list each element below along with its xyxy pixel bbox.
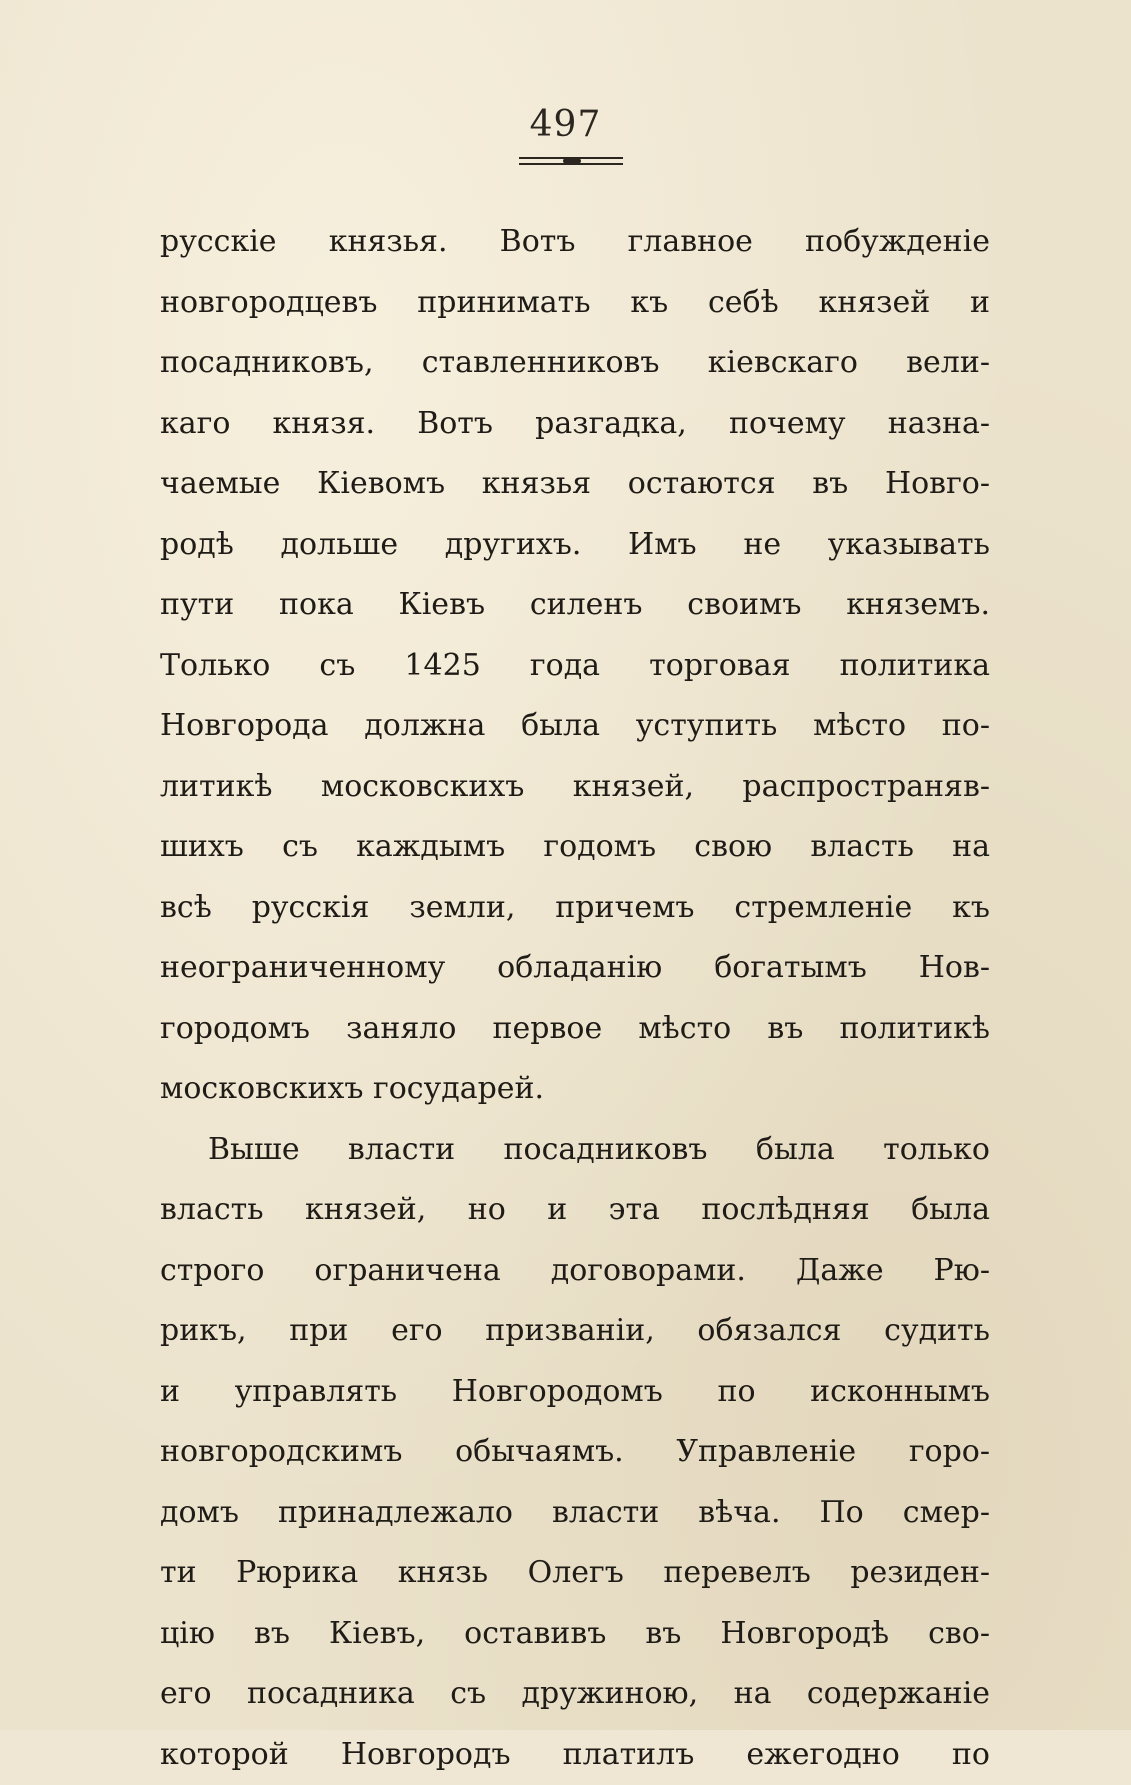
text-line: строго ограничена договорами. Даже Рю-	[160, 1241, 990, 1302]
text-line: литикѣ московскихъ князей, распространяв-	[160, 757, 990, 818]
text-line: рикъ, при его призваніи, обязался судить	[160, 1301, 990, 1362]
text-line: власть князей, но и эта послѣдняя была	[160, 1180, 990, 1241]
text-line: ти Рюрика князь Олегъ перевелъ резиден-	[160, 1543, 990, 1604]
text-line: Новгорода должна была уступить мѣсто по-	[160, 696, 990, 757]
text-line: его посадника съ дружиною, на содержаніе	[160, 1664, 990, 1725]
text-line: домъ принадлежало власти вѣча. По смер-	[160, 1483, 990, 1544]
text-line: посадниковъ, ставленниковъ кіевскаго вели-	[160, 333, 990, 394]
text-line: чаемые Кіевомъ князья остаются въ Новго-	[160, 454, 990, 515]
text-line: московскихъ государей.	[160, 1059, 990, 1120]
page-number: 497	[0, 104, 1131, 145]
text-line: городомъ заняло первое мѣсто въ политикѣ	[160, 999, 990, 1060]
text-line: неограниченному обладанію богатымъ Нов-	[160, 938, 990, 999]
rule-line-bottom	[519, 163, 623, 165]
text-line: которой Новгородъ платилъ ежегодно по	[160, 1725, 990, 1785]
text-line: шихъ съ каждымъ годомъ свою власть на	[160, 817, 990, 878]
text-line: пути пока Кіевъ силенъ своимъ княземъ.	[160, 575, 990, 636]
text-line: Только съ 1425 года торговая политика	[160, 636, 990, 697]
text-line: новгородскимъ обычаямъ. Управленіе горо-	[160, 1422, 990, 1483]
text-line: Выше власти посадниковъ была только	[160, 1120, 990, 1181]
ornamental-rule	[519, 157, 623, 167]
text-line: родѣ дольше другихъ. Имъ не указывать	[160, 515, 990, 576]
text-line: новгородцевъ принимать къ себѣ князей и	[160, 273, 990, 334]
body-text	[160, 212, 990, 1785]
text-line: и управлять Новгородомъ по исконнымъ	[160, 1362, 990, 1423]
text-line: всѣ русскія земли, причемъ стремленіе къ	[160, 878, 990, 939]
text-line: русскіе князья. Вотъ главное побужденіе	[160, 212, 990, 273]
text-line: каго князя. Вотъ разгадка, почему назна-	[160, 394, 990, 455]
text-line: цію въ Кіевъ, оставивъ въ Новгородѣ сво-	[160, 1604, 990, 1665]
